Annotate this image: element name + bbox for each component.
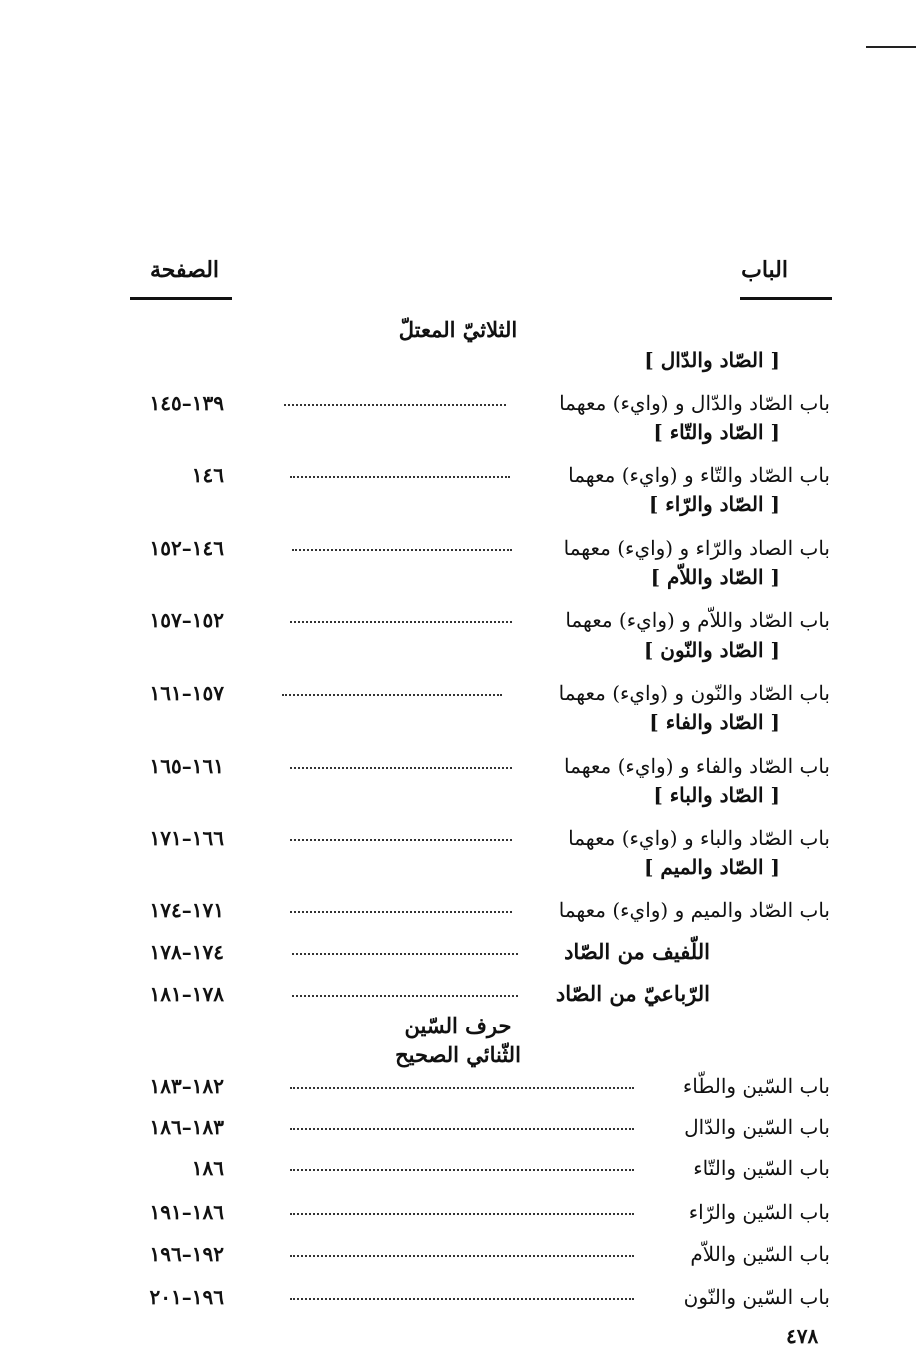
entry-pages: ١٨٦–١٩١ [149,1200,224,1224]
entry-pages: ١٧١–١٧٤ [149,898,224,922]
group-heading: [ الصّاد والتّاء ] [653,420,780,444]
index-entry [0,751,916,781]
group-heading: [ الصّاد واللاّم ] [650,565,780,589]
leader-dots [290,1087,634,1089]
letter-title: حرف السّين [404,1013,512,1038]
leader-dots [290,767,512,769]
leader-dots [290,621,512,623]
index-entry [0,388,916,418]
entry-title: اللّفيف من الصّاد [564,939,710,964]
index-entry [0,1197,916,1227]
page-header-rule [130,297,232,300]
entry-title: باب الصّاد والدّال و (وايء) معهما [559,391,830,415]
entry-title: باب الصّاد واللاّم و (وايء) معهما [565,608,830,632]
leader-dots [290,1213,634,1215]
entry-pages: ١٨٦ [191,1156,224,1180]
index-entry [0,823,916,853]
entry-pages: ١٨٢–١٨٣ [149,1074,224,1098]
leader-dots [290,1169,634,1171]
leader-dots [290,1128,634,1130]
entry-title: باب السّين واللاّم [690,1242,830,1266]
index-entry [0,533,916,563]
index-entry [0,1153,916,1183]
leader-dots [292,995,518,997]
entry-pages: ١٤٦ [191,463,224,487]
group-heading: [ الصّاد والفاء ] [649,710,780,734]
index-entry [0,1282,916,1312]
entry-pages: ١٩٦–٢٠١ [149,1285,224,1309]
leader-dots [282,694,502,696]
entry-title: باب السّين والتّاء [693,1156,830,1180]
page-number: ٤٧٨ [786,1324,819,1348]
leader-dots [292,549,512,551]
group-heading: [ الصّاد والباء ] [653,783,780,807]
entry-title: باب الصّاد والتّاء و (وايء) معهما [568,463,830,487]
entry-title: باب السّين والنّون [683,1285,830,1309]
index-entry [0,979,916,1009]
index-entry [0,1239,916,1269]
group-heading: [ الصّاد والرّاء ] [648,492,780,516]
entry-title: باب الصّاد والنّون و (وايء) معهما [558,681,830,705]
leader-dots [284,404,506,406]
entry-pages: ١٤٦–١٥٢ [149,536,224,560]
group-heading: [ الصّاد والميم ] [643,855,780,879]
group-heading: [ الصّاد والنّون ] [643,638,780,662]
group-heading: [ الصّاد والدّال ] [644,348,780,372]
entry-title: باب الصاد والرّاء و (وايء) معهما [563,536,830,560]
leader-dots [290,839,512,841]
section-title: الثلاثيّ المعتلّ [398,317,518,342]
entry-pages: ١٨٣–١٨٦ [149,1115,224,1139]
entry-title: باب الصّاد والفاء و (وايء) معهما [564,754,830,778]
index-entry [0,605,916,635]
index-entry [0,678,916,708]
leader-dots [290,1298,634,1300]
entry-pages: ١٣٩–١٤٥ [149,391,224,415]
leader-dots [290,1255,634,1257]
index-entry [0,1112,916,1142]
entry-pages: ١٩٢–١٩٦ [149,1242,224,1266]
entry-title: باب السّين والطّاء [682,1074,830,1098]
entry-pages: ١٧٤–١٧٨ [149,940,224,964]
entry-pages: ١٦٦–١٧١ [149,826,224,850]
entry-pages: ١٥٧–١٦١ [149,681,224,705]
index-entry [0,895,916,925]
leader-dots [290,476,510,478]
entry-title: باب الصّاد والباء و (وايء) معهما [568,826,830,850]
chapter-column-header: الباب [741,257,788,283]
chapter-header-rule [740,297,832,300]
subsection-title: الثّنائي الصحيح [395,1042,521,1067]
leader-dots [292,953,518,955]
entry-title: باب السّين والرّاء [688,1200,830,1224]
leader-dots [290,911,512,913]
entry-pages: ١٥٢–١٥٧ [149,608,224,632]
page-column-header: الصفحة [150,257,220,283]
entry-pages: ١٧٨–١٨١ [149,982,224,1006]
index-entry [0,937,916,967]
entry-title: باب السّين والدّال [684,1115,830,1139]
index-entry [0,460,916,490]
index-entry [0,1071,916,1101]
entry-pages: ١٦١–١٦٥ [149,754,224,778]
entry-title: الرّباعيّ من الصّاد [555,981,710,1006]
entry-title: باب الصّاد والميم و (وايء) معهما [558,898,830,922]
